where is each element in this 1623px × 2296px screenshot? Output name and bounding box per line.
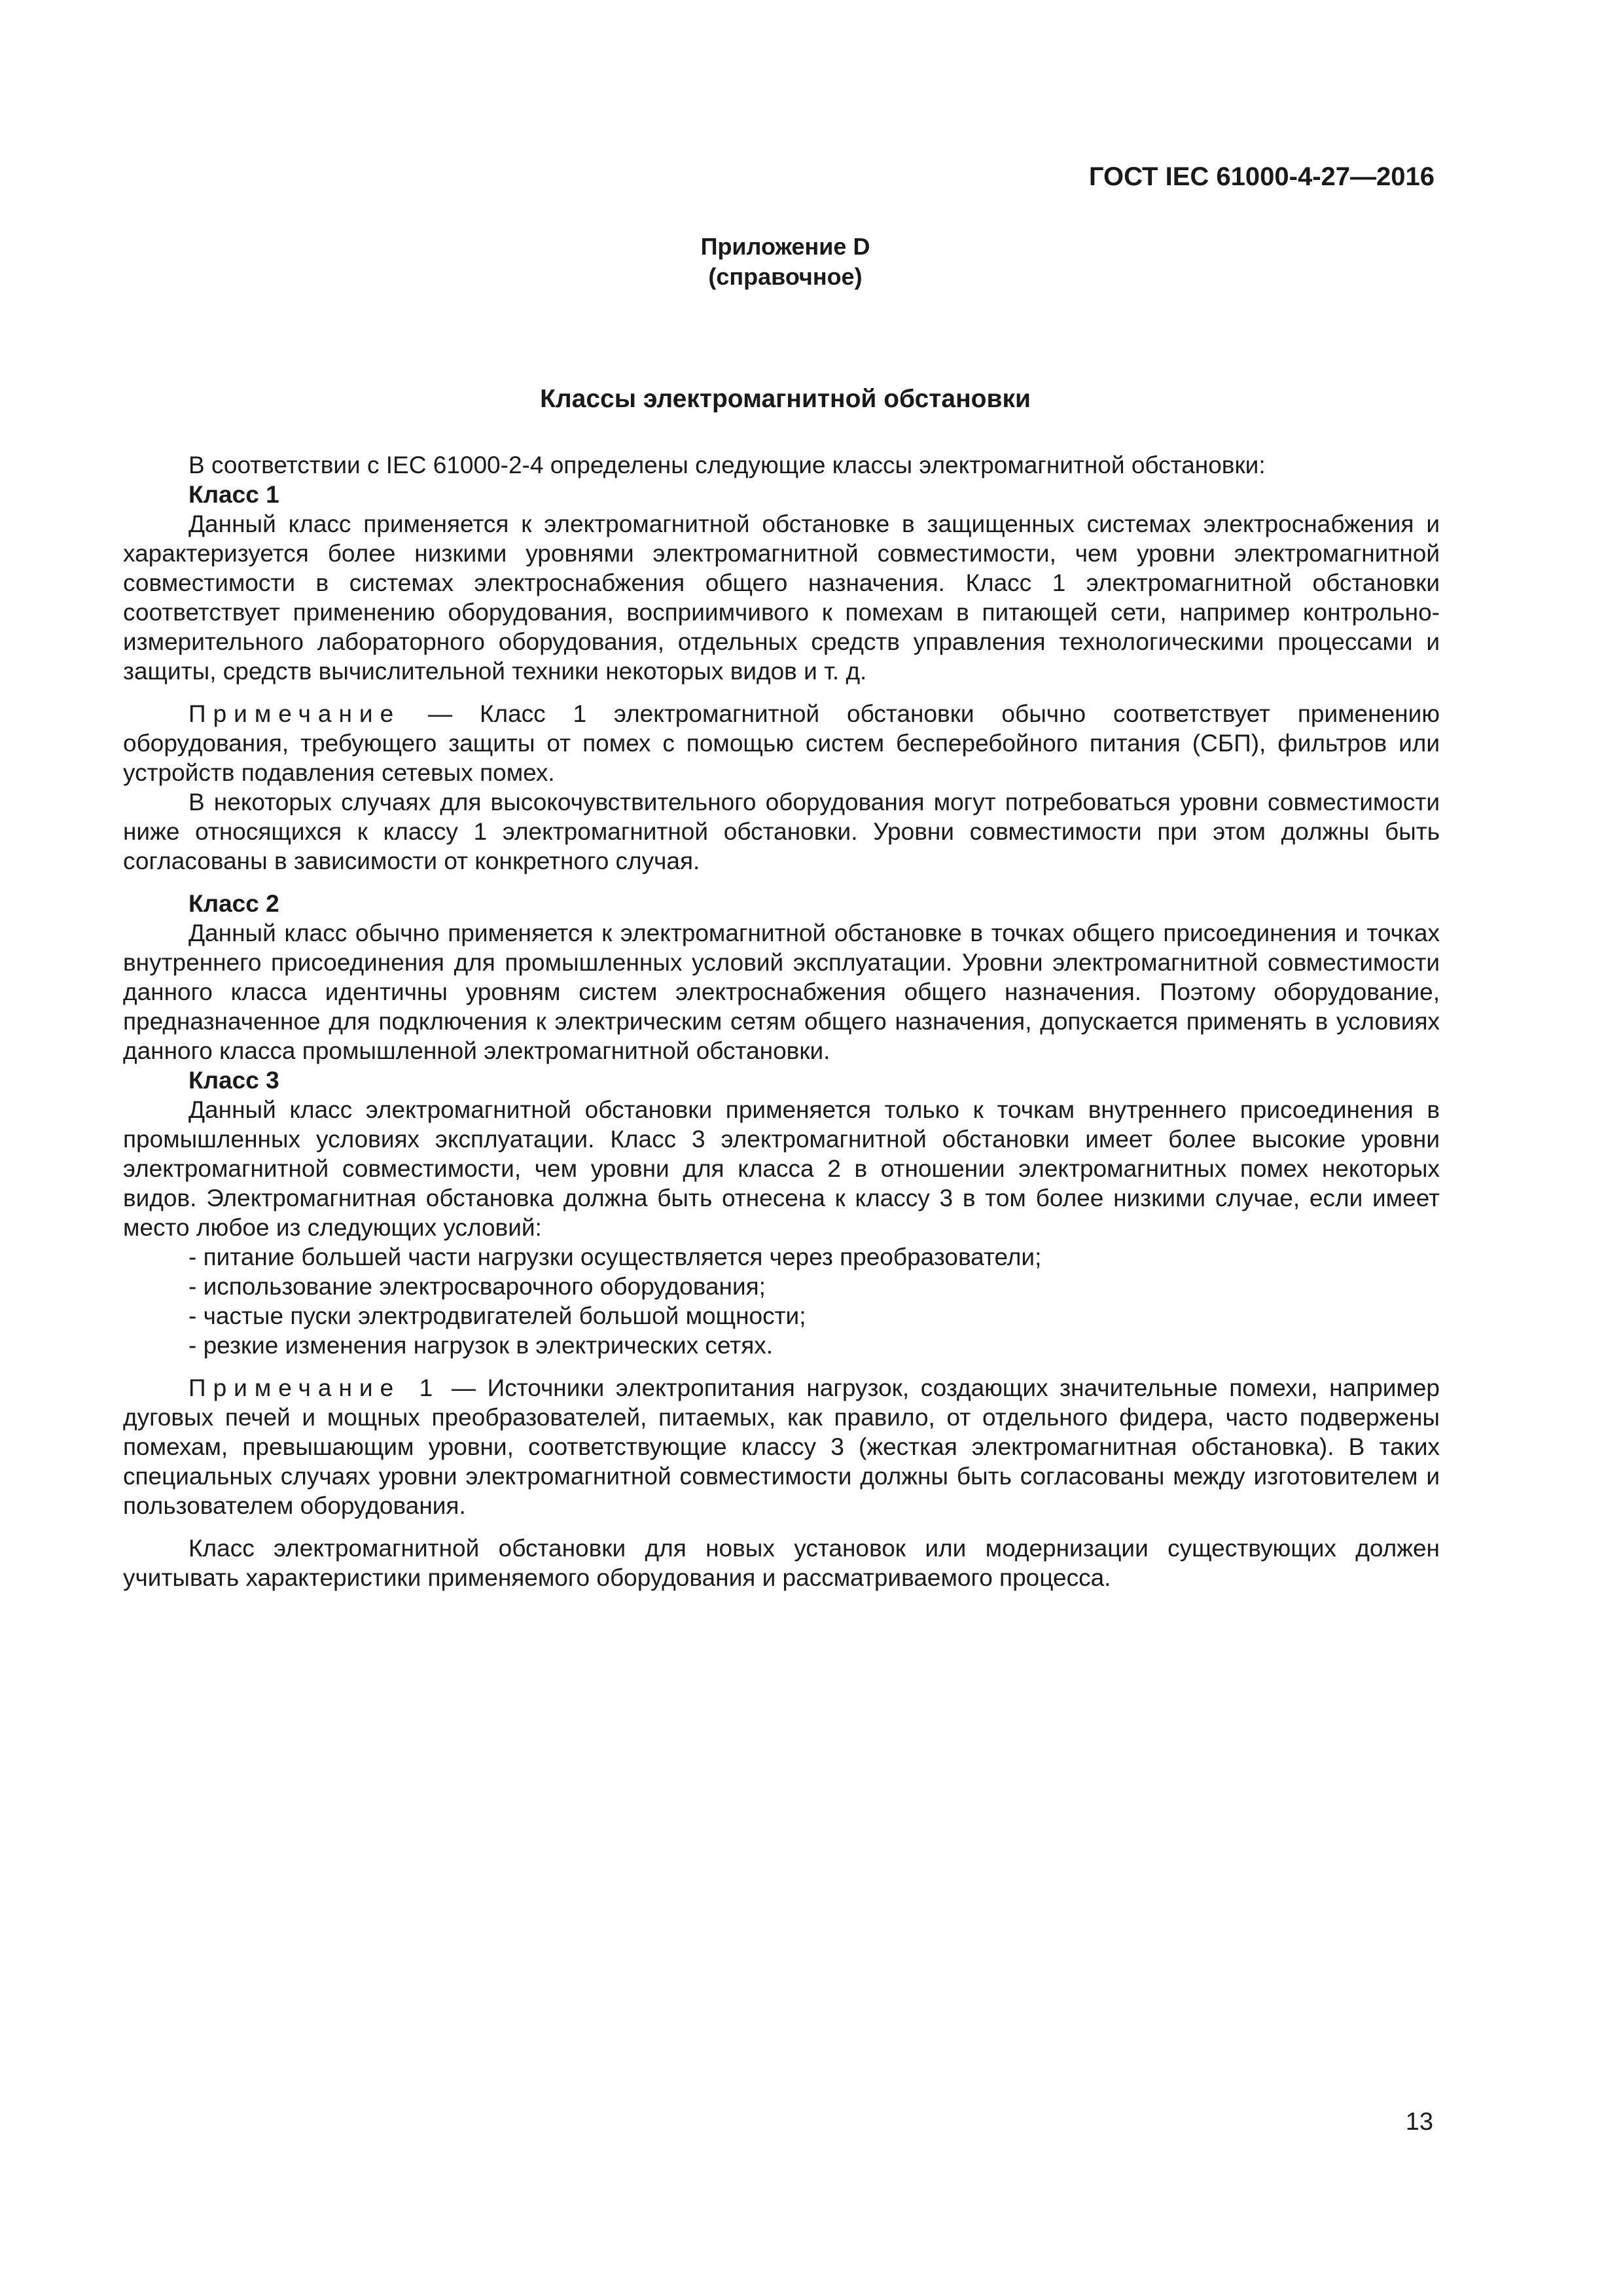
body-text (123, 450, 1440, 1592)
appendix-title: Приложение D (700, 233, 870, 260)
intro-paragraph: В соответствии с IEC 61000-2-4 определены следующие классы электромагнитной обстановки: (188, 452, 1266, 478)
condition-item: - частые пуски электродвигателей большой мощности; (188, 1302, 806, 1329)
note-text: — Класс 1 электромагнитной обстановки обычно соответствует применению оборудования, требующего защиты от помех с помощью систем бесперебойного питания (СБП), фильтров или устройств подавления сетевых помех. (123, 700, 1440, 786)
note-text: — Источники электропитания нагрузок, создающих значительные помехи, например дуговых печей и мощных преобразователей, питаемых, как правило, от отдельного фидера, часто подвержены помехам, превышающим уровни, соответствующие классу 3 (жесткая электромагнитная обстановка). В таких специальных случаях уровни электромагнитной совместимости должны быть согласованы между изготовителем и пользователем оборудования. (123, 1374, 1440, 1519)
class-1-paragraph: Данный класс применяется к электромагнитной обстановке в защищенных системах электроснабжения и характеризуется более низкими уровнями электромагнитной совместимости, чем уровни электромагнитной совместимости в системах электроснабжения общего назначения. Класс 1 электромагнитной обстановки соответствует применению оборудования, восприимчивого к помехам в питающей сети, например контрольно-измерительного лабораторного оборудования, отдельных средств управления технологическими процессами и защиты, средств вычислительной техники некоторых видов и т. д. (123, 511, 1440, 685)
class-3-paragraph: Данный класс электромагнитной обстановки применяется только к точкам внутреннего присоединения в промышленных условиях эксплуатации. Класс 3 электромагнитной обстановки имеет более высокие уровни электромагнитной совместимости, чем уровни для класса 2 в отношении электромагнитных помех некоторых видов. Электромагнитная обстановка должна быть отнесена к классу 3 в том более низкими случае, если имеет место любое из следующих условий: (123, 1096, 1440, 1241)
condition-item: - питание большей части нагрузки осуществляется через преобразователи; (188, 1244, 1042, 1270)
class-3-heading: Класс 3 (188, 1067, 279, 1094)
page-number: 13 (1405, 2108, 1433, 2136)
class-2-heading: Класс 2 (188, 890, 279, 917)
appendix-heading (0, 232, 1571, 292)
condition-item: - использование электросварочного оборудования; (188, 1273, 766, 1300)
class-1-heading: Класс 1 (188, 481, 279, 508)
note-label: Примечание 1 (188, 1374, 440, 1401)
note-label: Примечание (188, 700, 401, 727)
class-2-paragraph: Данный класс обычно применяется к электромагнитной обстановке в точках общего присоединения и точках внутреннего присоединения для промышленных условий эксплуатации. Уровни электромагнитной совместимости данного класса идентичны уровням систем электроснабжения общего назначения. Поэтому оборудование, предназначенное для подключения к электрическим сетям общего назначения, допускается применять в условиях данного класса промышленной электромагнитной обстановки. (123, 920, 1440, 1064)
closing-paragraph: Класс электромагнитной обстановки для новых установок или модернизации существующих должен учитывать характеристики применяемого оборудования и рассматриваемого процесса. (123, 1535, 1440, 1591)
section-title: Классы электромагнитной обстановки (540, 385, 1031, 413)
appendix-subtitle: (справочное) (708, 263, 863, 290)
class-1-note-continuation: В некоторых случаях для высокочувствительного оборудования могут потребоваться уровни совместимости ниже относящихся к классу 1 электромагнитной обстановки. Уровни совместимости при этом должны быть согласованы в зависимости от конкретного случая. (123, 789, 1440, 874)
class-1-note (123, 699, 1440, 787)
condition-item: - резкие изменения нагрузок в электрических сетях. (188, 1332, 774, 1359)
document-code: ГОСТ IEC 61000-4-27—2016 (1088, 162, 1435, 191)
class-3-note (123, 1373, 1440, 1520)
